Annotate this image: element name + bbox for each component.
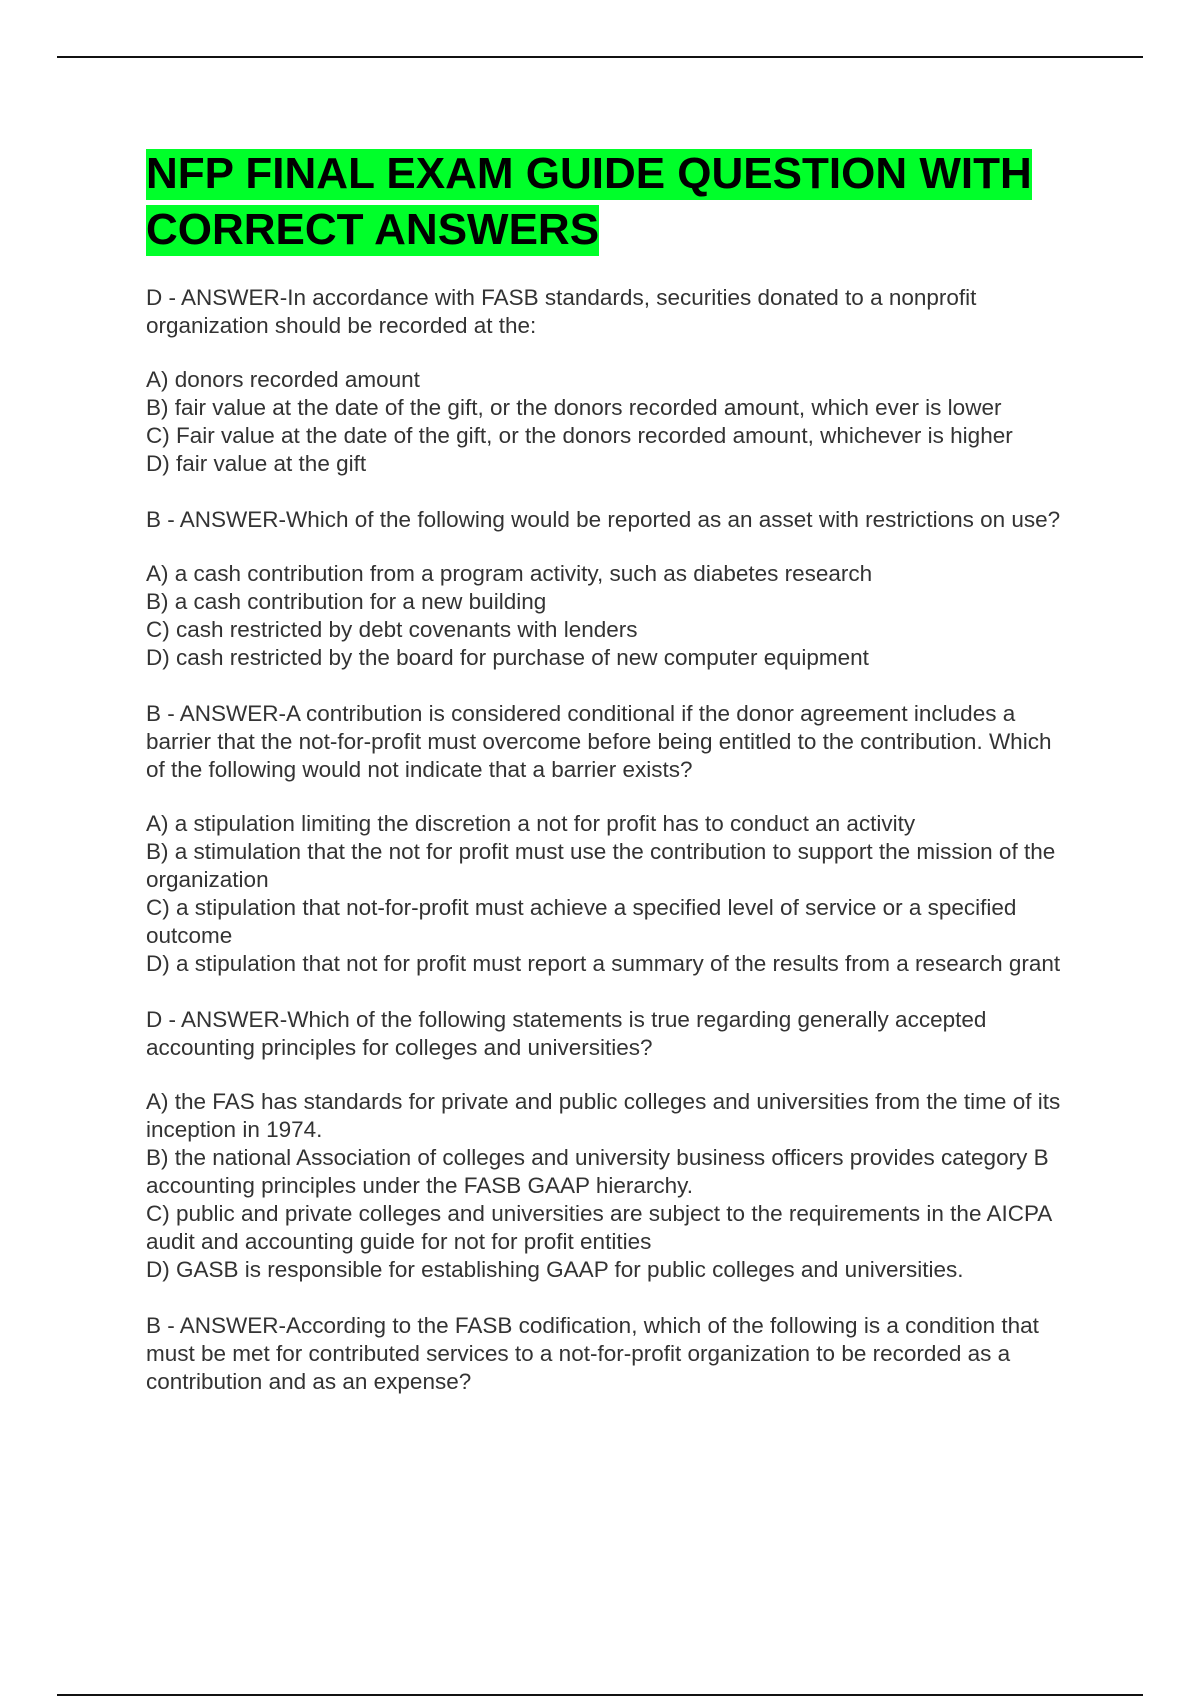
option-c: C) public and private colleges and universities are subject to the requirements in the AICPA audit and accounting guide for not for profit entities xyxy=(146,1201,1052,1254)
question-text: D - ANSWER-Which of the following statements is true regarding generally accepted accounting principles for colleges and universities? xyxy=(146,1007,987,1060)
bottom-rule xyxy=(57,1694,1143,1696)
option-c: C) Fair value at the date of the gift, or the donors recorded amount, whichever is higher xyxy=(146,423,1013,448)
option-d: D) fair value at the gift xyxy=(146,451,367,476)
question-text: B - ANSWER-According to the FASB codification, which of the following is a condition that must be met for contributed services to a not-for-profit organization to be recorded as a contribution and as an expense? xyxy=(146,1313,1039,1394)
question-4 xyxy=(146,1006,1066,1284)
question-3 xyxy=(146,700,1066,978)
document-title xyxy=(146,146,1066,258)
title-highlight: NFP FINAL EXAM GUIDE QUESTION WITH CORRECT ANSWERS xyxy=(146,149,1032,254)
question-2 xyxy=(146,506,1066,672)
option-a: A) a cash contribution from a program activity, such as diabetes research xyxy=(146,561,873,586)
question-text: B - ANSWER-A contribution is considered conditional if the donor agreement includes a barrier that the not-for-profit must overcome before being entitled to the contribution. Which of the following would not indicate that a barrier exists? xyxy=(146,701,1052,782)
option-c: C) cash restricted by debt covenants with lenders xyxy=(146,617,638,642)
options-list xyxy=(146,366,1066,478)
top-rule xyxy=(57,56,1143,58)
options-list xyxy=(146,1088,1066,1284)
question-5 xyxy=(146,1312,1066,1396)
document-body xyxy=(146,146,1066,1424)
option-a: A) donors recorded amount xyxy=(146,367,420,392)
option-b: B) fair value at the date of the gift, or the donors recorded amount, which ever is lower xyxy=(146,395,1002,420)
option-b: B) the national Association of colleges and university business officers provides category B accounting principles under the FASB GAAP hierarchy. xyxy=(146,1145,1049,1198)
option-a: A) a stipulation limiting the discretion a not for profit has to conduct an activity xyxy=(146,811,916,836)
option-b: B) a stimulation that the not for profit must use the contribution to support the mission of the organization xyxy=(146,839,1056,892)
options-list xyxy=(146,810,1066,978)
question-text: B - ANSWER-Which of the following would be reported as an asset with restrictions on use? xyxy=(146,507,1061,532)
option-b: B) a cash contribution for a new building xyxy=(146,589,547,614)
option-a: A) the FAS has standards for private and public colleges and universities from the time of its inception in 1974. xyxy=(146,1089,1061,1142)
option-c: C) a stipulation that not-for-profit must achieve a specified level of service or a specified outcome xyxy=(146,895,1017,948)
option-d: D) a stipulation that not for profit must report a summary of the results from a research grant xyxy=(146,951,1061,976)
option-d: D) cash restricted by the board for purchase of new computer equipment xyxy=(146,645,869,670)
question-1 xyxy=(146,284,1066,478)
options-list xyxy=(146,560,1066,672)
question-text: D - ANSWER-In accordance with FASB standards, securities donated to a nonprofit organization should be recorded at the: xyxy=(146,285,977,338)
option-d: D) GASB is responsible for establishing GAAP for public colleges and universities. xyxy=(146,1257,964,1282)
